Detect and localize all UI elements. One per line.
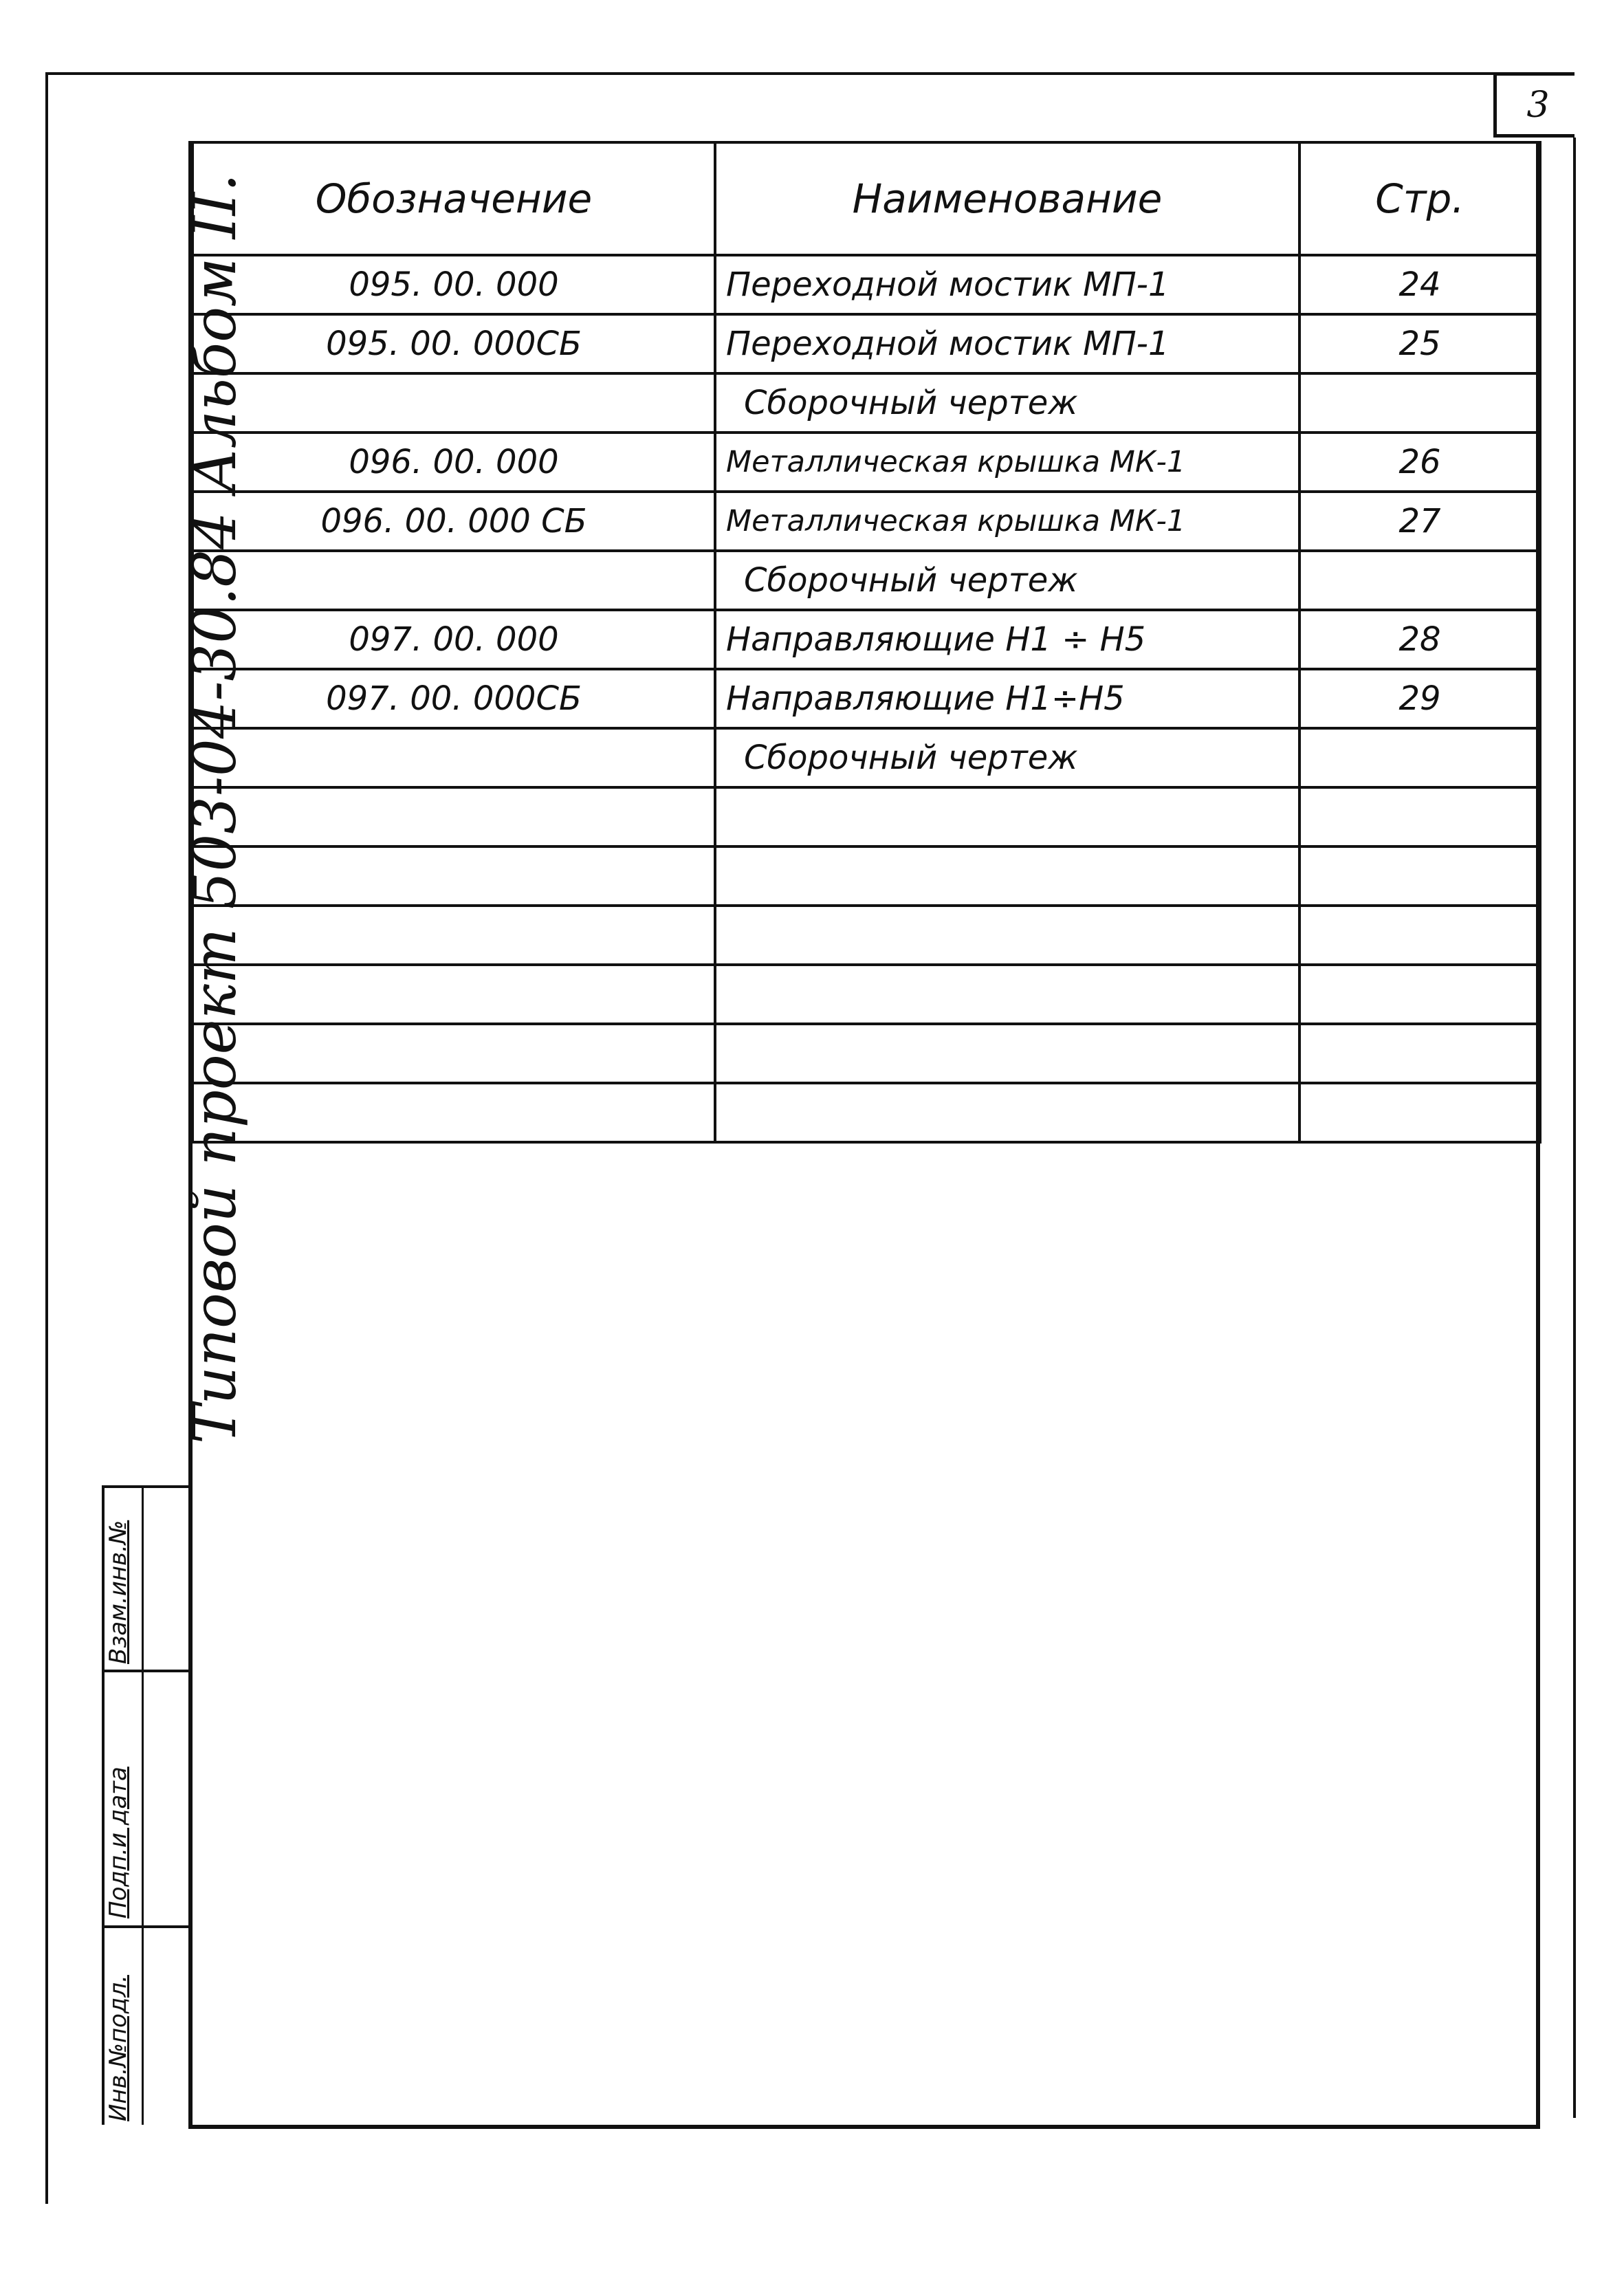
side-title: Типовой проект 503-04-30.84 Альбом II. — [181, 173, 250, 1444]
cell-page: 29 — [1299, 669, 1540, 728]
cell-name: Переходной мостик МП-1 — [715, 314, 1299, 373]
cell-code: 096. 00. 000 — [193, 433, 715, 492]
cell-name — [715, 1083, 1299, 1142]
contents-table — [191, 141, 1541, 1144]
cell-name: Металлическая крышка МК-1 — [715, 433, 1299, 492]
cell-name: Направляющие Н1÷Н5 — [715, 669, 1299, 728]
table-row — [193, 492, 1540, 551]
cell-page: 25 — [1299, 314, 1540, 373]
cell-code: 095. 00. 000 — [193, 255, 715, 314]
cell-page: 28 — [1299, 610, 1540, 669]
cell-page — [1299, 965, 1540, 1024]
stamp-label-inv-podl: Инв.№подл. — [105, 1975, 132, 2121]
table-row — [193, 965, 1540, 1024]
cell-page — [1299, 551, 1540, 610]
stamp-label-vzam-inv: Взам.инв.№ — [105, 1520, 132, 1664]
stamp-label-podp-data: Подп.и дата — [105, 1767, 132, 1918]
cell-page — [1299, 906, 1540, 965]
cell-name — [715, 906, 1299, 965]
cell-code — [193, 551, 715, 610]
table-row — [193, 787, 1540, 846]
outer-frame-right — [1573, 138, 1576, 2118]
table-row — [193, 610, 1540, 669]
table-row — [193, 1024, 1540, 1083]
stamp-divider-2 — [102, 1670, 190, 1672]
cell-page — [1299, 1024, 1540, 1083]
cell-name — [715, 1024, 1299, 1083]
table-row — [193, 728, 1540, 787]
table-row — [193, 669, 1540, 728]
cell-code — [193, 1024, 715, 1083]
cell-code — [193, 906, 715, 965]
cell-code — [193, 787, 715, 846]
cell-code — [193, 965, 715, 1024]
cell-code — [193, 846, 715, 906]
table-row — [193, 906, 1540, 965]
cell-code — [193, 1083, 715, 1142]
cell-page — [1299, 728, 1540, 787]
cell-page — [1299, 846, 1540, 906]
stamp-divider-3 — [102, 1925, 190, 1928]
cell-code: 096. 00. 000 СБ — [193, 492, 715, 551]
stamp-column-mid — [142, 1485, 144, 2125]
stamp-divider-1 — [102, 1485, 190, 1488]
table-row — [193, 255, 1540, 314]
table-row — [193, 551, 1540, 610]
header-naimenovanie: Наименование — [715, 142, 1299, 255]
cell-name: Переходной мостик МП-1 — [715, 255, 1299, 314]
cell-name: Сборочный чертеж — [715, 551, 1299, 610]
cell-code — [193, 728, 715, 787]
cell-page — [1299, 373, 1540, 433]
cell-name: Сборочный чертеж — [715, 373, 1299, 433]
inner-frame-bottom — [188, 2125, 1540, 2129]
table-row — [193, 846, 1540, 906]
table-row — [193, 314, 1540, 373]
table-row — [193, 1083, 1540, 1142]
page-number: 3 — [1526, 84, 1550, 126]
cell-page: 24 — [1299, 255, 1540, 314]
cell-page: 26 — [1299, 433, 1540, 492]
header-str: Стр. — [1299, 142, 1540, 255]
cell-page — [1299, 1083, 1540, 1142]
cell-name — [715, 965, 1299, 1024]
cell-name: Металлическая крышка МК-1 — [715, 492, 1299, 551]
outer-frame-top — [45, 72, 1493, 75]
cell-name: Направляющие Н1 ÷ Н5 — [715, 610, 1299, 669]
cell-code: 095. 00. 000СБ — [193, 314, 715, 373]
cell-page: 27 — [1299, 492, 1540, 551]
table-row — [193, 433, 1540, 492]
cell-code — [193, 373, 715, 433]
cell-name: Сборочный чертеж — [715, 728, 1299, 787]
header-oboznachenie: Обозначение — [193, 142, 715, 255]
cell-code: 097. 00. 000 — [193, 610, 715, 669]
table-header-row — [193, 142, 1540, 255]
cell-name — [715, 787, 1299, 846]
table-row — [193, 373, 1540, 433]
outer-frame-left — [45, 72, 48, 2204]
cell-name — [715, 846, 1299, 906]
cell-code: 097. 00. 000СБ — [193, 669, 715, 728]
cell-page — [1299, 787, 1540, 846]
